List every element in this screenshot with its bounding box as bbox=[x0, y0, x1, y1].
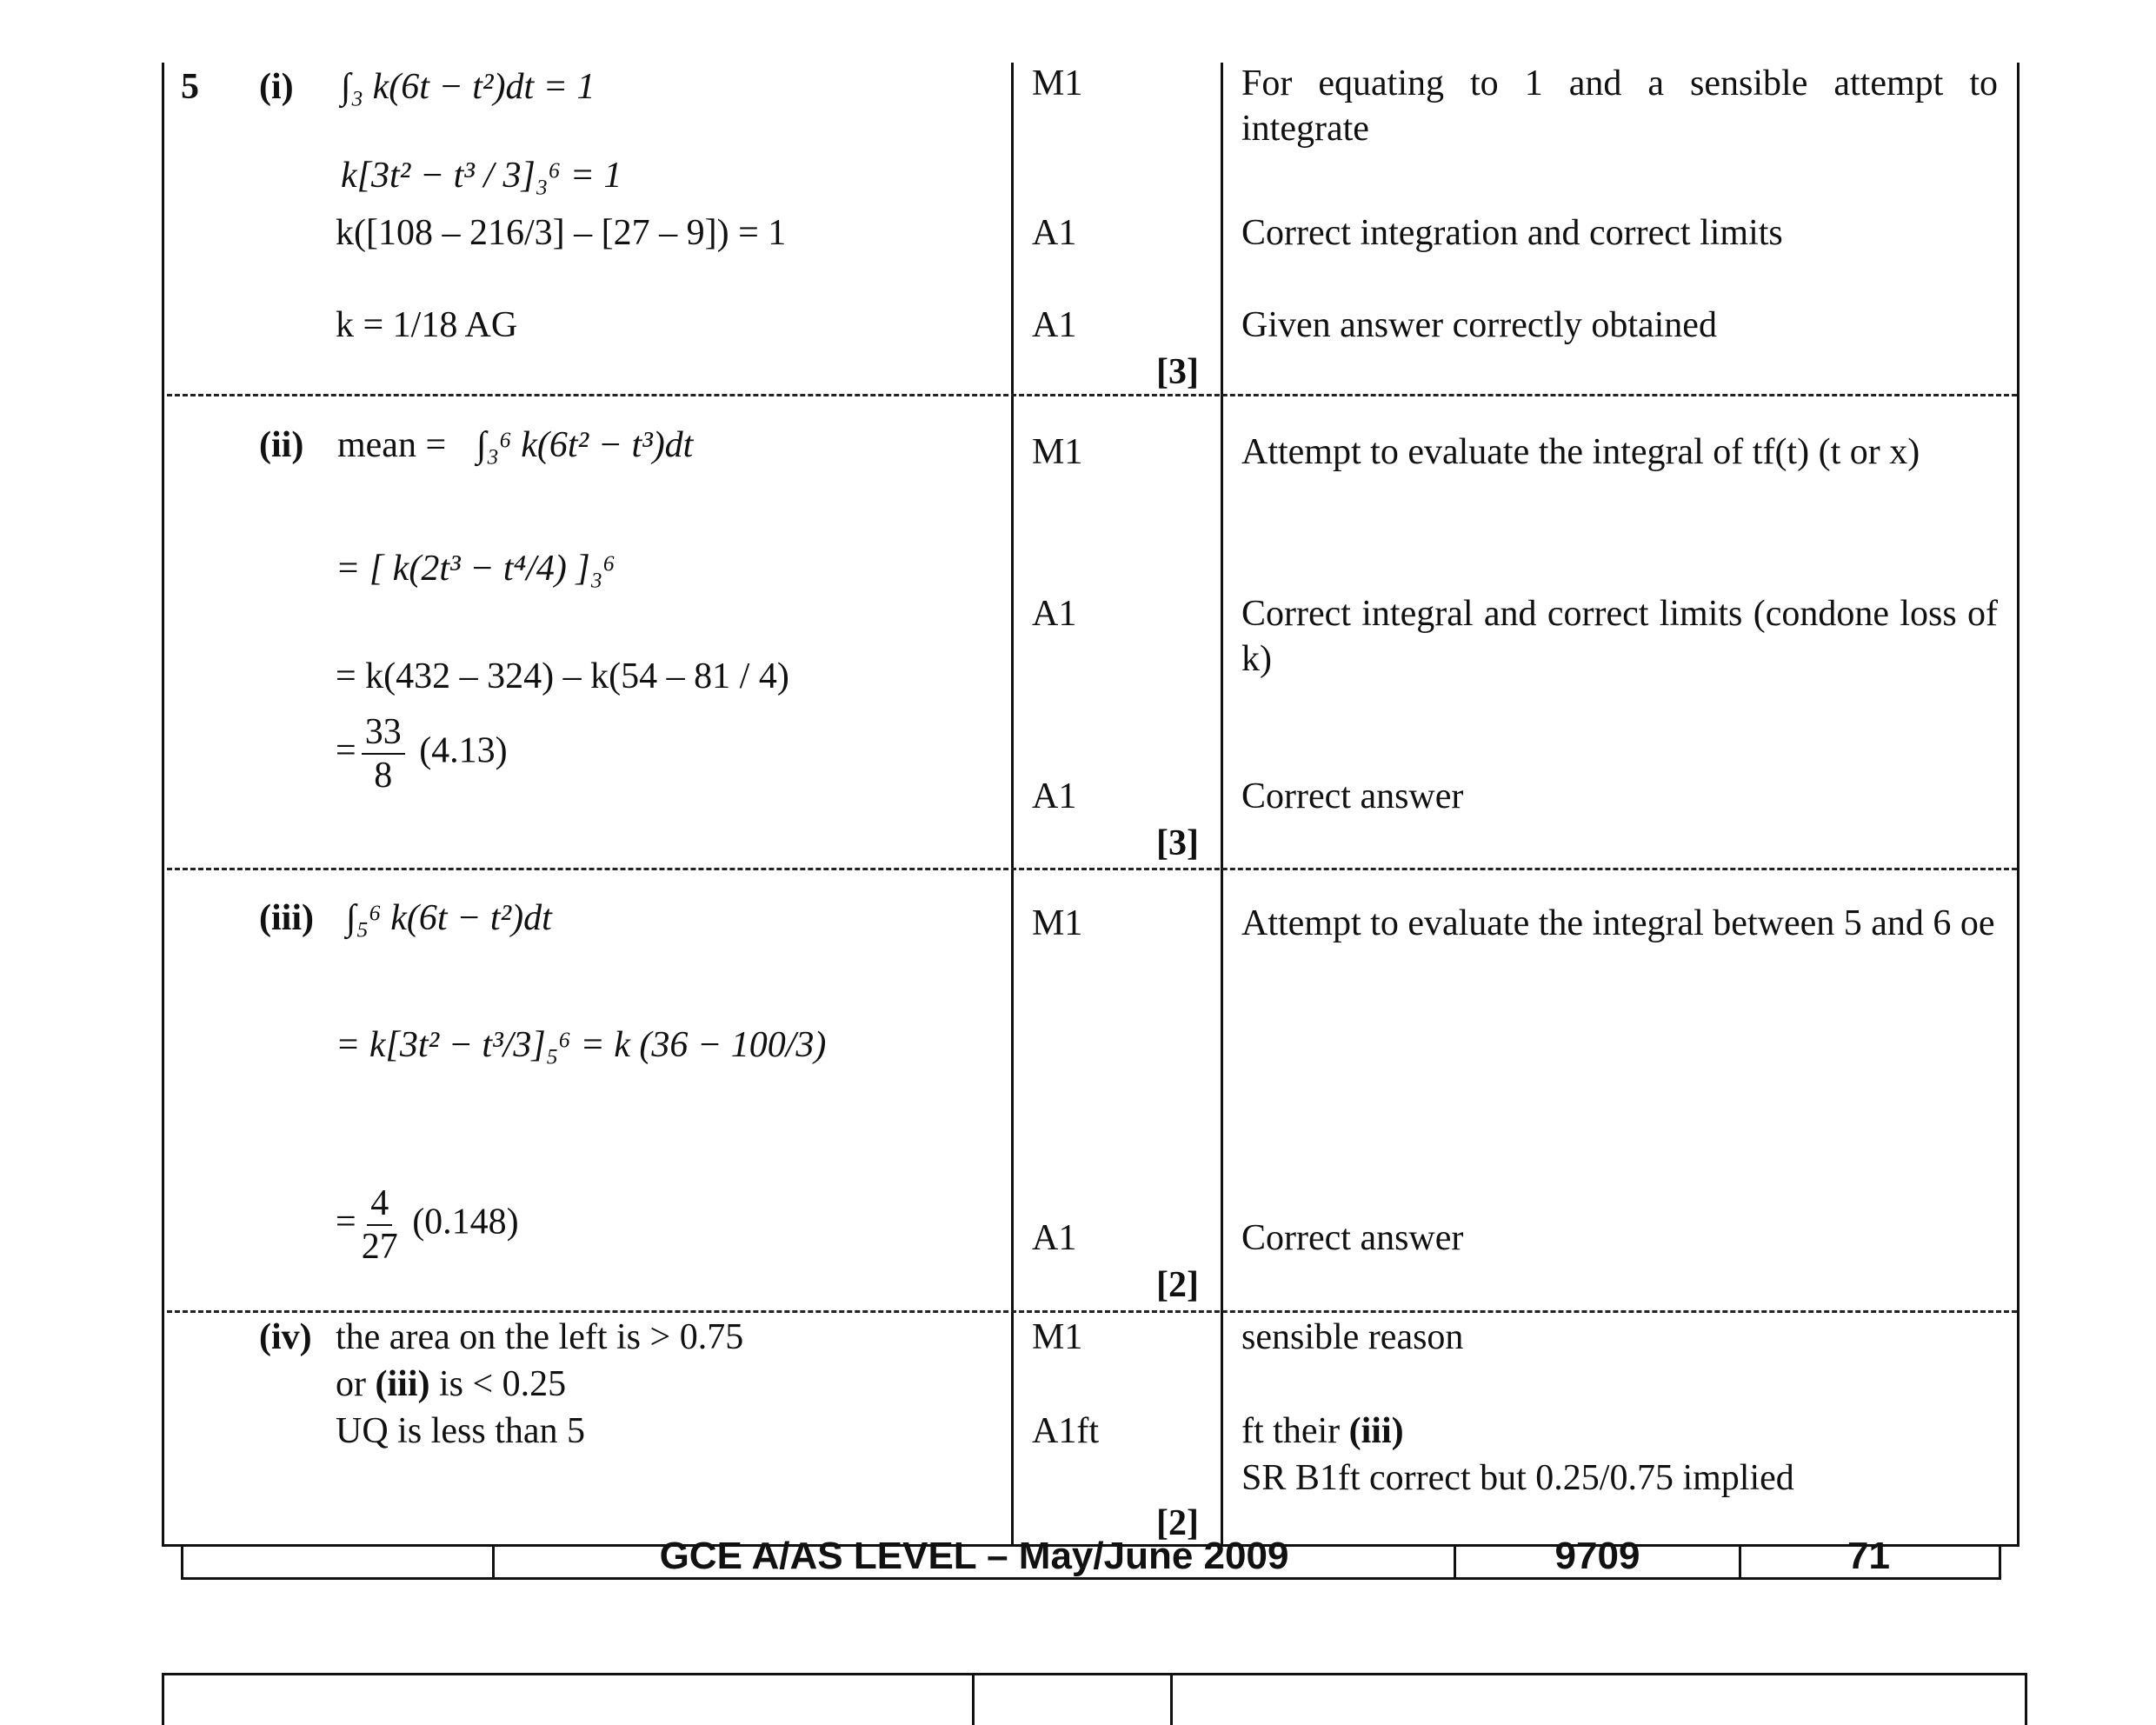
fraction-denominator: 8 bbox=[374, 756, 393, 796]
part-iii-mark-2: A1 bbox=[1032, 1218, 1077, 1258]
fraction-numerator: 4 bbox=[367, 1182, 392, 1226]
part-iv-line-1: the area on the left is > 0.75 bbox=[336, 1317, 744, 1357]
part-label-ii: (ii) bbox=[259, 425, 304, 465]
column-divider-notes bbox=[1221, 63, 1223, 1546]
next-table-divider bbox=[2025, 1673, 2027, 1725]
question-number: 5 bbox=[181, 67, 199, 107]
part-iv-line-2 bbox=[336, 1362, 566, 1407]
table-left-border bbox=[162, 63, 164, 1546]
part-i-line-2: k[3t² − t³ / 3]₃⁶ = 1 bbox=[341, 156, 622, 196]
next-table-divider bbox=[972, 1673, 975, 1725]
part-i-line-3: k([108 – 216/3] – [27 – 9]) = 1 bbox=[336, 213, 787, 253]
part-i-line-4: k = 1/18 AG bbox=[336, 305, 518, 345]
part-ii-total: [3] bbox=[1156, 823, 1199, 863]
part-ii-line-2: = [ k(2t³ − t⁴/4) ]₃⁶ bbox=[336, 549, 616, 589]
part-i-note-3: Given answer correctly obtained bbox=[1241, 305, 1717, 345]
part-ii-note-1: Attempt to evaluate the integral of tf(t) (t or x) bbox=[1241, 432, 1920, 472]
part-ii-line-3: = k(432 – 324) – k(54 – 81 / 4) bbox=[336, 656, 789, 696]
part-label-iii: (iii) bbox=[259, 898, 314, 938]
table-right-border bbox=[2017, 63, 2020, 1546]
part-iii-fraction bbox=[362, 1182, 398, 1268]
part-iv-ft-their: ft their bbox=[1241, 1411, 1341, 1451]
part-ii-note-2: Correct integral and correct limits (condone loss of k) bbox=[1241, 594, 1998, 679]
part-iii-note-1: Attempt to evaluate the integral between 5 and 6 oe bbox=[1241, 903, 1995, 943]
footer-exam-title: GCE A/AS LEVEL – May/June 2009 bbox=[659, 1535, 1289, 1577]
part-ii-line-4: = $\frac{33}{8}$ (4.13) bbox=[336, 712, 508, 796]
part-iii-decimal: (0.148) bbox=[412, 1202, 519, 1242]
part-ii-fraction bbox=[362, 711, 405, 796]
part-i-mark-2: A1 bbox=[1032, 213, 1077, 253]
part-iii-note-2: Correct answer bbox=[1241, 1218, 1464, 1258]
row-separator bbox=[167, 868, 2017, 870]
next-table-divider bbox=[1170, 1673, 1173, 1725]
part-i-note-1: For equating to 1 and a sensible attempt to integrate bbox=[1241, 63, 1998, 149]
part-iv-total: [2] bbox=[1156, 1503, 1199, 1543]
part-i-total: [3] bbox=[1156, 352, 1199, 392]
part-ii-mark-1: M1 bbox=[1032, 432, 1083, 472]
part-label-iv: (iv) bbox=[259, 1317, 312, 1357]
next-table-divider bbox=[162, 1673, 164, 1725]
part-iii-line-3: = $\frac{4}{27}$ (0.148) bbox=[336, 1183, 519, 1267]
part-iii-line-1: ∫₅⁶ k(6t − t²)dt bbox=[346, 898, 552, 938]
part-label-i: (i) bbox=[259, 67, 294, 107]
row-separator bbox=[167, 1310, 2017, 1313]
part-i-note-2: Correct integration and correct limits bbox=[1241, 213, 1783, 253]
part-i-mark-3: A1 bbox=[1032, 305, 1077, 345]
part-iv-mark-2: A1ft bbox=[1032, 1411, 1099, 1451]
part-iii-mark-1: M1 bbox=[1032, 903, 1083, 943]
part-ii-mean-label: mean = bbox=[337, 425, 447, 465]
part-iv-note-2 bbox=[1241, 1409, 1404, 1454]
footer-paper-number: 71 bbox=[1847, 1535, 1890, 1577]
part-ii-note-3: Correct answer bbox=[1241, 776, 1464, 816]
part-iv-mark-1: M1 bbox=[1032, 1317, 1083, 1357]
fraction-numerator: 33 bbox=[362, 711, 405, 755]
next-table-top-border bbox=[162, 1673, 2027, 1675]
column-divider-marks bbox=[1011, 63, 1014, 1546]
part-iv-or: or bbox=[336, 1364, 366, 1404]
part-ii-decimal: (4.13) bbox=[419, 730, 508, 771]
part-ii-line-1: ∫₃⁶ k(6t² − t³)dt bbox=[476, 425, 694, 465]
part-iv-ref: (iii) bbox=[375, 1364, 430, 1404]
part-iv-note-1: sensible reason bbox=[1241, 1317, 1464, 1357]
part-ii-mark-2: A1 bbox=[1032, 594, 1077, 634]
part-iii-line-2: = k[3t² − t³/3]₅⁶ = k (36 − 100/3) bbox=[336, 1025, 827, 1065]
part-iii-total: [2] bbox=[1156, 1265, 1199, 1305]
part-i-mark-1: M1 bbox=[1032, 63, 1083, 103]
part-iv-note-3: SR B1ft correct but 0.25/0.75 implied bbox=[1241, 1458, 1794, 1498]
fraction-denominator: 27 bbox=[361, 1227, 398, 1267]
part-i-line-1: ∫₃ k(6t − t²)dt = 1 bbox=[341, 67, 596, 107]
row-separator bbox=[167, 394, 2017, 396]
part-iv-condition: is < 0.25 bbox=[438, 1364, 567, 1404]
footer-syllabus-code: 9709 bbox=[1554, 1535, 1640, 1577]
part-iv-ft-ref: (iii) bbox=[1348, 1411, 1404, 1451]
part-iv-line-3: UQ is less than 5 bbox=[336, 1411, 585, 1451]
part-ii-mark-3: A1 bbox=[1032, 776, 1077, 816]
